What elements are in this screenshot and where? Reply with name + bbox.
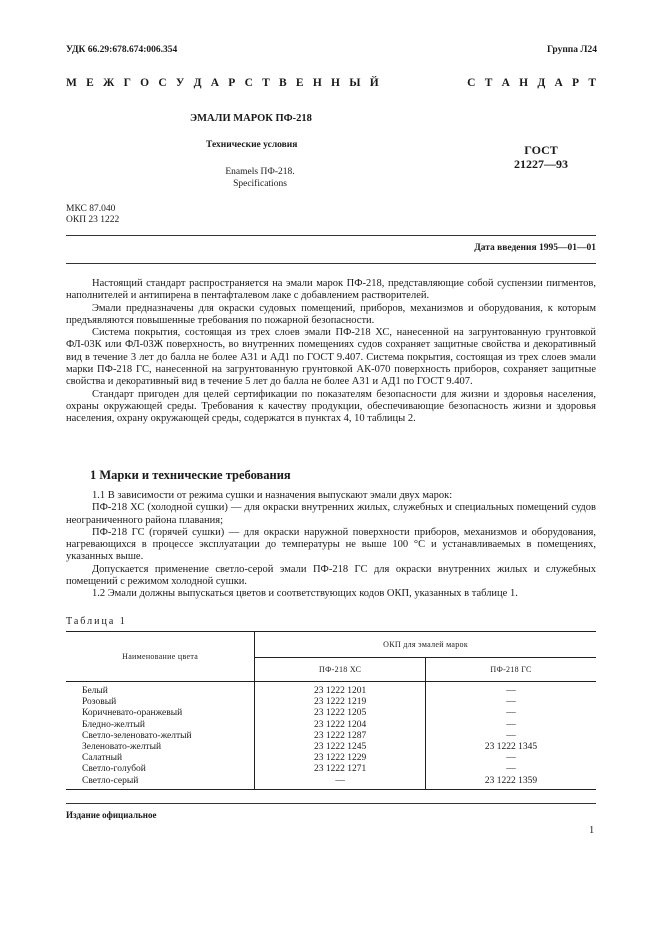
gs-codes-column (426, 682, 596, 790)
effective-date: Дата введения 1995—01—01 (474, 243, 596, 253)
banner-letter: Д (193, 77, 202, 89)
document-subtitle: Технические условия (206, 140, 298, 150)
banner-letter: Н (519, 77, 529, 89)
table-cell-gs: — (506, 719, 516, 730)
banner-letter: Е (86, 77, 94, 89)
table-cell-xs: 23 1222 1205 (314, 708, 367, 719)
table-cell-gs: — (506, 708, 516, 719)
interstate-standard-banner (66, 77, 596, 89)
intro-paragraph: Стандарт пригоден для целей сертификации по показателям безопасности для жизни и здоровья населения, охраны окружающей среды. Требования к качеству продукции, обеспечивающие безопасность жизни и здоровья населения, охрану окружающей среды, содержатся в пунктах 4, 10 таблицы 2. (66, 388, 596, 425)
gost-code: 21227—93 (514, 157, 568, 171)
english-title-line1: Enamels ПФ-218. (225, 167, 295, 177)
intro-paragraph: Настоящий стандарт распространяется на эмали марок ПФ-218, представляющие собой суспензии пигментов, наполнителей и антипирена в пентафталевом лаке с добавлением растворителей. (66, 278, 596, 302)
banner-letter: У (175, 77, 185, 89)
section-paragraph: 1.2 Эмали должны выпускаться цветов и соответствующих кодов ОКП, указанных в таблице 1. (92, 588, 518, 600)
banner-letter: Р (228, 77, 236, 89)
banner-letter: В (279, 77, 287, 89)
table-cell-gs: — (506, 686, 516, 696)
table-cell-xs: 23 1222 1287 (314, 730, 367, 741)
banner-letter: Т (588, 77, 596, 89)
banner-letter: Р (572, 77, 580, 89)
banner-letter: Н (312, 77, 322, 89)
group-code: Группа Л24 (546, 45, 597, 55)
banner-letter: Ы (349, 77, 361, 89)
document-title: ЭМАЛИ МАРОК ПФ-218 (190, 113, 312, 124)
xs-codes-column (255, 682, 426, 790)
table-cell-gs: 23 1222 1359 (484, 775, 538, 786)
udc-code: УДК 66.29:678.674:006.354 (66, 45, 178, 55)
table-cell-xs: 23 1222 1245 (314, 742, 367, 753)
table-cell-name: Розовый (82, 697, 117, 708)
banner-letter: А (554, 77, 563, 89)
banner-word-gap (388, 77, 458, 89)
table-cell-xs: 23 1222 1271 (314, 764, 367, 775)
table-cell-name: Зеленовато-желтый (82, 742, 162, 753)
col-header-xs: ПФ-218 ХС (255, 658, 426, 682)
banner-letter: Н (331, 77, 340, 89)
english-title (220, 166, 300, 190)
table-cell-gs: — (506, 730, 516, 741)
table-cell-name: Светло-зеленовато-желтый (82, 730, 192, 741)
banner-letter: Й (369, 77, 379, 89)
banner-letter: А (210, 77, 220, 89)
banner-letter: Ж (103, 77, 115, 89)
section-paragraph: Допускается применение светло-серой эмали ПФ-218 ГС для окраски внутренних жилых и служебных помещений с режимом холодной сушки. (66, 563, 596, 588)
col-header-gs: ПФ-218 ГС (490, 665, 532, 674)
banner-letter: Т (262, 77, 270, 89)
banner-letter: Т (484, 77, 493, 89)
table-cell-gs: — (506, 753, 516, 764)
banner-letter: С (467, 77, 476, 89)
table-cell-name: Коричневато-оранжевый (82, 708, 183, 719)
intro-paragraph: Эмали предназначены для окраски судовых помещений, приборов, механизмов и оборудования, к которым предъявляются повышенные требования по пожарной безопасности. (66, 302, 596, 326)
table-cell-name: Салатный (82, 753, 123, 764)
mks-code: МКС 87.040 (66, 204, 116, 214)
table-cell-xs: — (335, 775, 345, 786)
color-names-column (66, 682, 255, 790)
table-cell-xs: 23 1222 1229 (314, 753, 367, 764)
table-cell-xs: 23 1222 1204 (314, 719, 367, 730)
date-divider (66, 263, 596, 264)
banner-letter: Г (123, 77, 131, 89)
gost-number (496, 143, 586, 171)
table-caption: Таблица 1 (66, 616, 127, 627)
col-header-okp-group: ОКП для эмалей марок (255, 632, 596, 658)
banner-letter: С (244, 77, 253, 89)
col-header-color-name: Наименование цвета (66, 632, 255, 682)
table-cell-name: Светло-голубой (82, 764, 146, 775)
banner-letter: Е (295, 77, 304, 89)
intro-text (66, 278, 596, 426)
classification-codes (66, 204, 119, 226)
banner-letter: С (158, 77, 167, 89)
intro-paragraph: Система покрытия, состоящая из трех слоев эмали ПФ-218 ХС, нанесенной на загрунтованную грунтовкой ФЛ-03К или ФЛ-03Ж поверхность, во внутренних помещениях судов сохраняет защитные свойства и декоративный вид в течение 3 лет до балла не более А31 и АД1 по ГОСТ 9.407. Система покрытия, состоящая из трех слоев эмали марки ПФ-218 ГС, нанесенной на загрунтованную грунтовкой АК-070 поверхность приборов, сохраняет защитные свойства и декоративный вид в течение 5 лет до балла не более А31 и АД1 по ГОСТ 9.407. (66, 327, 596, 388)
banner-letter: Д (537, 77, 546, 89)
table-cell-xs: 23 1222 1201 (314, 686, 367, 696)
section-paragraph: ПФ-218 ГС (горячей сушки) — для окраски наружной поверхности приборов, механизмов и оборудования, нагревающихся в процессе эксплуатации до температуры не выше 100 °С и устанавливаемых в помещениях, указанных выше. (66, 526, 596, 563)
header-divider (66, 235, 596, 236)
table-cell-name: Светло-серый (82, 775, 139, 786)
section-paragraph: ПФ-218 ХС (холодной сушки) — для окраски внутренних жилых, служебных и специальных помещений судов неограниченного района плавания; (66, 502, 596, 526)
english-title-line2: Specifications (233, 179, 287, 189)
table-cell-name: Белый (82, 686, 108, 696)
footer-divider (66, 803, 596, 804)
okp-code: ОКП 23 1222 (66, 215, 120, 225)
official-edition-note: Издание официальное (66, 810, 157, 820)
banner-letter: О (140, 77, 150, 89)
color-okp-table (66, 631, 596, 790)
section-paragraph: 1.1 В зависимости от режима сушки и назначения выпускают эмали двух марок: (92, 490, 453, 501)
section-text (66, 490, 596, 601)
table-cell-gs: — (506, 697, 516, 708)
table-cell-gs: — (506, 764, 516, 775)
banner-letter: М (66, 77, 77, 89)
gost-label: ГОСТ (524, 143, 558, 157)
section-heading: 1 Марки и технические требования (90, 468, 291, 482)
table-cell-xs: 23 1222 1219 (314, 697, 367, 708)
page-number: 1 (589, 825, 595, 836)
table-cell-name: Бледно-желтый (82, 719, 146, 730)
table-cell-gs: 23 1222 1345 (484, 742, 538, 753)
banner-letter: А (501, 77, 510, 89)
